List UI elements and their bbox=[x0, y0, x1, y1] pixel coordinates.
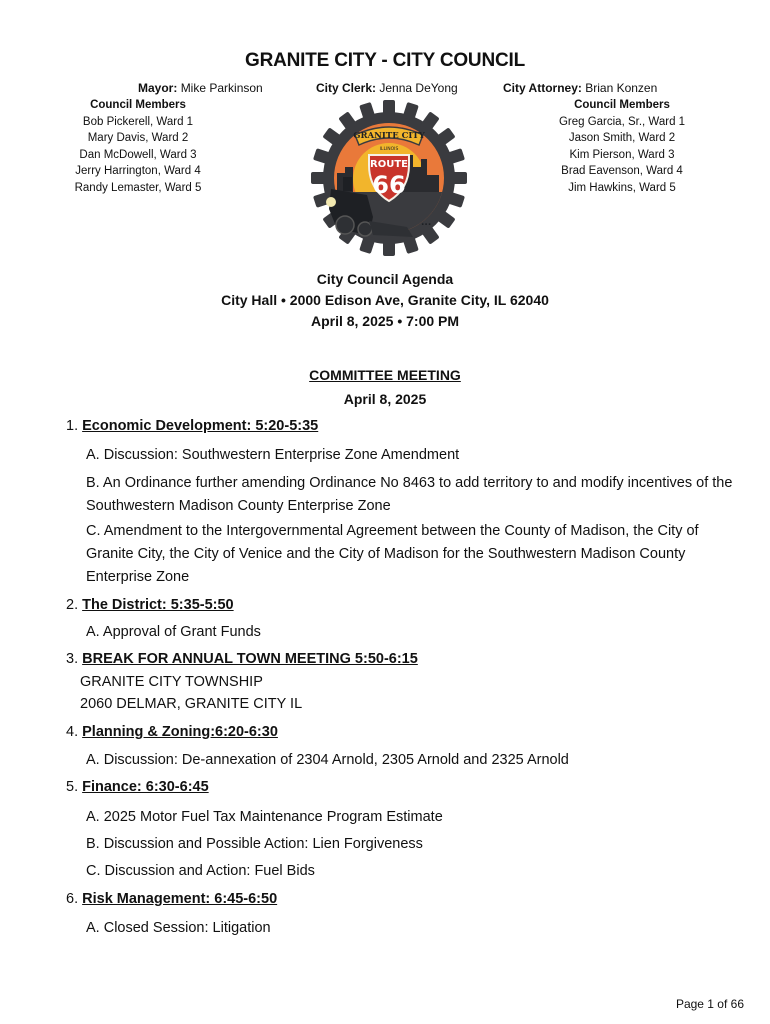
agenda-subitem: A. 2025 Motor Fuel Tax Maintenance Program Estimate bbox=[86, 809, 443, 825]
agenda-item: 4. Planning & Zoning:6:20-6:30 bbox=[66, 724, 278, 740]
seal-route-text: ROUTE bbox=[370, 159, 408, 170]
agenda-item: 6. Risk Management: 6:45-6:50 bbox=[66, 891, 278, 907]
agenda-item-heading: The District: 5:35-5:50 bbox=[82, 597, 234, 613]
agenda-date: April 8, 2025 • 7:00 PM bbox=[310, 313, 460, 329]
agenda-subitem: C. Amendment to the Intergovernmental Agreement between the County of Madison, the City of Granite City, the City of Venice and the City of Madison for the Southwestern Madison County Enterprise Zone bbox=[86, 523, 699, 585]
gear-tooth bbox=[451, 172, 467, 184]
page-number: Page 1 of 66 bbox=[675, 997, 744, 1011]
agenda-item: 1. Economic Development: 5:20-5:35 bbox=[66, 418, 319, 434]
attorney-line bbox=[503, 81, 657, 95]
agenda-item-heading: Planning & Zoning:6:20-6:30 bbox=[82, 724, 278, 740]
agenda-item-heading: Finance: 6:30-6:45 bbox=[82, 779, 209, 795]
council-member: Jerry Harrington, Ward 4 bbox=[75, 165, 201, 178]
agenda-item: 5. Finance: 6:30-6:45 bbox=[66, 779, 209, 795]
council-member: Brad Eavenson, Ward 4 bbox=[561, 165, 683, 178]
agenda-item-heading: BREAK FOR ANNUAL TOWN MEETING 5:50-6:15 bbox=[82, 651, 418, 667]
gear-tooth bbox=[383, 240, 395, 256]
agenda-subitem: A. Closed Session: Litigation bbox=[86, 920, 271, 936]
mayor-label: Mayor: bbox=[138, 81, 178, 95]
attorney-label: City Attorney: bbox=[503, 81, 582, 95]
svg-text:...: ... bbox=[421, 218, 432, 228]
council-member: Greg Garcia, Sr., Ward 1 bbox=[558, 115, 686, 128]
clerk-name: Jenna DeYong bbox=[379, 81, 458, 95]
council-heading-right: Council Members bbox=[574, 99, 670, 111]
seal-sub-text: ILLINOIS bbox=[379, 147, 399, 152]
agenda-item-heading: Risk Management: 6:45-6:50 bbox=[82, 891, 278, 907]
agenda-subitem: A. Discussion: De-annexation of 2304 Arnold, 2305 Arnold and 2325 Arnold bbox=[86, 752, 569, 768]
committee-title: COMMITTEE MEETING bbox=[309, 367, 461, 383]
agenda-item-line: 2060 DELMAR, GRANITE CITY IL bbox=[80, 696, 303, 712]
council-member: Mary Davis, Ward 2 bbox=[87, 132, 189, 145]
gear-tooth bbox=[383, 100, 395, 116]
agenda-item: 3. BREAK FOR ANNUAL TOWN MEETING 5:50-6:15 bbox=[66, 651, 418, 667]
city-seal-icon bbox=[309, 97, 469, 259]
council-member: Jason Smith, Ward 2 bbox=[568, 132, 676, 145]
mayor-line bbox=[138, 81, 263, 95]
council-members-right bbox=[548, 97, 696, 197]
agenda-address: City Hall • 2000 Edison Ave, Granite City, IL 62040 bbox=[221, 292, 549, 308]
agenda-subitem: A. Approval of Grant Funds bbox=[86, 624, 261, 640]
seal-city-text: GRANITE CITY bbox=[353, 131, 425, 141]
agenda-subitem: B. An Ordinance further amending Ordinance No 8463 to add territory to and modify incentives of the Southwestern Madison County Enterprise Zone bbox=[86, 475, 733, 514]
council-member: Kim Pierson, Ward 3 bbox=[569, 148, 675, 161]
council-heading-left: Council Members bbox=[90, 99, 186, 111]
page-title: GRANITE CITY - CITY COUNCIL bbox=[245, 50, 525, 71]
agenda-item-heading: Economic Development: 5:20-5:35 bbox=[82, 418, 319, 434]
council-member: Randy Lemaster, Ward 5 bbox=[74, 181, 202, 194]
clerk-label: City Clerk: bbox=[316, 81, 377, 95]
committee-date: April 8, 2025 bbox=[343, 391, 427, 407]
council-member: Dan McDowell, Ward 3 bbox=[79, 148, 197, 161]
train-headlight bbox=[326, 197, 336, 207]
agenda-subitem: C. Discussion and Action: Fuel Bids bbox=[86, 863, 315, 879]
agenda-subitem: B. Discussion and Possible Action: Lien Forgiveness bbox=[86, 836, 423, 852]
clerk-line bbox=[316, 81, 458, 95]
gear-tooth bbox=[311, 172, 327, 184]
mayor-name: Mike Parkinson bbox=[180, 81, 263, 95]
attorney-name: Brian Konzen bbox=[585, 81, 658, 95]
council-members-left bbox=[68, 97, 208, 197]
agenda-subitem: A. Discussion: Southwestern Enterprise Zone Amendment bbox=[86, 447, 460, 463]
council-member: Bob Pickerell, Ward 1 bbox=[82, 115, 194, 128]
agenda-item: 2. The District: 5:35-5:50 bbox=[66, 597, 234, 613]
seal-route-number: 66 bbox=[372, 171, 406, 199]
council-member: Jim Hawkins, Ward 5 bbox=[568, 181, 676, 194]
agenda-title: City Council Agenda bbox=[316, 271, 454, 287]
agenda-item-line: GRANITE CITY TOWNSHIP bbox=[80, 674, 263, 690]
